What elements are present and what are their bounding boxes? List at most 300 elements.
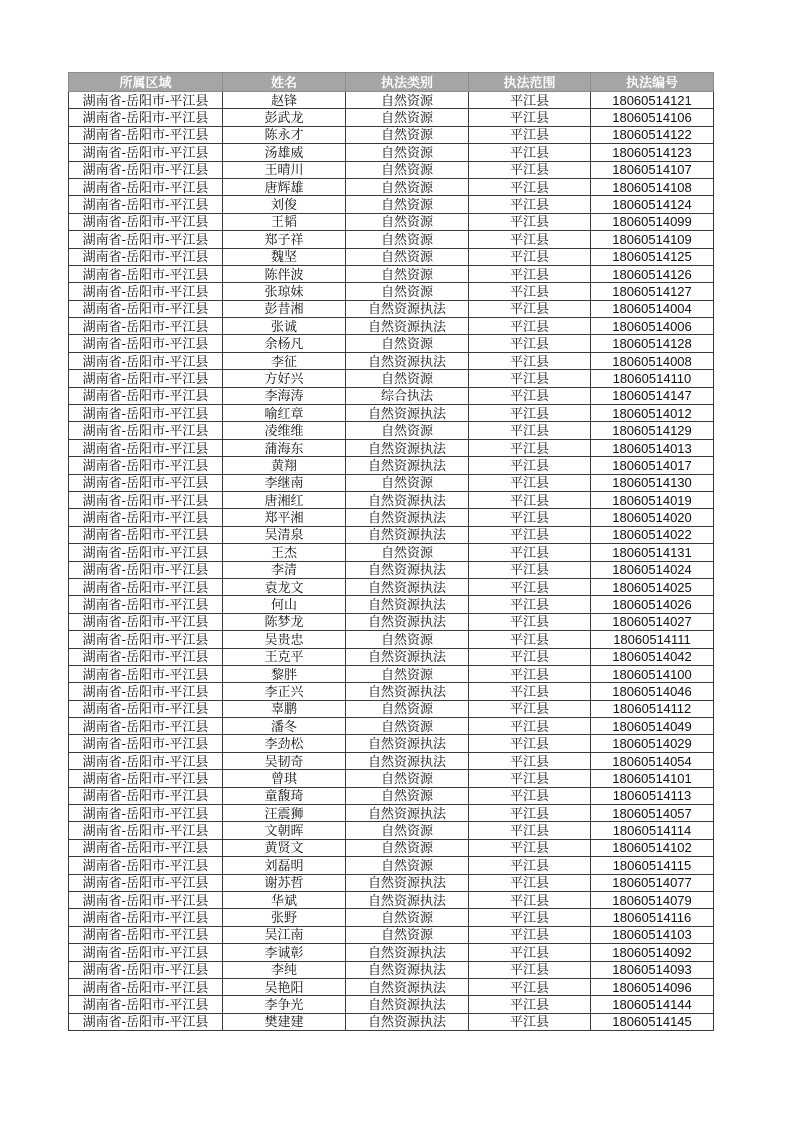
- table-row: [69, 631, 714, 648]
- table-row: [69, 231, 714, 248]
- enforcement-id-cell: 18060514020: [591, 509, 714, 526]
- category-cell: 自然资源: [346, 822, 469, 839]
- name-cell: 吴艳阳: [223, 978, 346, 995]
- region-cell: 湖南省-岳阳市-平江县: [69, 665, 223, 682]
- scope-cell: 平江县: [469, 839, 591, 856]
- enforcement-id-cell: 18060514024: [591, 561, 714, 578]
- region-cell: 湖南省-岳阳市-平江县: [69, 752, 223, 769]
- name-cell: 唐湘红: [223, 491, 346, 508]
- name-cell: 陈永才: [223, 126, 346, 143]
- scope-cell: 平江县: [469, 735, 591, 752]
- table-row: [69, 578, 714, 595]
- scope-cell: 平江县: [469, 144, 591, 161]
- name-cell: 喻红章: [223, 405, 346, 422]
- region-cell: 湖南省-岳阳市-平江县: [69, 144, 223, 161]
- enforcement-id-cell: 18060514106: [591, 109, 714, 126]
- scope-cell: 平江县: [469, 161, 591, 178]
- enforcement-id-cell: 18060514099: [591, 213, 714, 230]
- category-cell: 自然资源: [346, 178, 469, 195]
- scope-cell: 平江县: [469, 631, 591, 648]
- table-row: [69, 509, 714, 526]
- category-cell: 自然资源执法: [346, 509, 469, 526]
- name-cell: 汤雄威: [223, 144, 346, 161]
- scope-cell: 平江县: [469, 752, 591, 769]
- name-cell: 吴韧奇: [223, 752, 346, 769]
- enforcement-id-cell: 18060514121: [591, 92, 714, 109]
- scope-cell: 平江县: [469, 926, 591, 943]
- enforcement-id-cell: 18060514130: [591, 474, 714, 491]
- category-cell: 自然资源执法: [346, 491, 469, 508]
- region-cell: 湖南省-岳阳市-平江县: [69, 978, 223, 995]
- region-cell: 湖南省-岳阳市-平江县: [69, 265, 223, 282]
- table-row: [69, 683, 714, 700]
- table-row: [69, 161, 714, 178]
- name-cell: 袁龙文: [223, 578, 346, 595]
- name-cell: 吴贵忠: [223, 631, 346, 648]
- region-cell: 湖南省-岳阳市-平江县: [69, 909, 223, 926]
- table-row: [69, 700, 714, 717]
- enforcement-id-cell: 18060514127: [591, 283, 714, 300]
- category-cell: 自然资源: [346, 770, 469, 787]
- enforcement-id-cell: 18060514054: [591, 752, 714, 769]
- region-cell: 湖南省-岳阳市-平江县: [69, 561, 223, 578]
- region-cell: 湖南省-岳阳市-平江县: [69, 109, 223, 126]
- category-cell: 自然资源: [346, 161, 469, 178]
- name-cell: 王晴川: [223, 161, 346, 178]
- region-cell: 湖南省-岳阳市-平江县: [69, 370, 223, 387]
- region-cell: 湖南省-岳阳市-平江县: [69, 787, 223, 804]
- enforcement-id-cell: 18060514115: [591, 857, 714, 874]
- region-column-header: 所属区域: [69, 73, 223, 92]
- scope-cell: 平江县: [469, 665, 591, 682]
- scope-cell: 平江县: [469, 961, 591, 978]
- table-row: [69, 613, 714, 630]
- region-cell: 湖南省-岳阳市-平江县: [69, 248, 223, 265]
- scope-cell: 平江县: [469, 578, 591, 595]
- table-row: [69, 126, 714, 143]
- category-cell: 自然资源执法: [346, 300, 469, 317]
- category-cell: 自然资源: [346, 370, 469, 387]
- category-cell: 自然资源: [346, 474, 469, 491]
- region-cell: 湖南省-岳阳市-平江县: [69, 996, 223, 1013]
- region-cell: 湖南省-岳阳市-平江县: [69, 405, 223, 422]
- enforcement-id-cell: 18060514022: [591, 526, 714, 543]
- enforcement-id-cell: 18060514131: [591, 544, 714, 561]
- table-row: [69, 891, 714, 908]
- table-row: [69, 422, 714, 439]
- scope-cell: 平江县: [469, 805, 591, 822]
- table-row: [69, 196, 714, 213]
- category-column-header: 执法类别: [346, 73, 469, 92]
- region-cell: 湖南省-岳阳市-平江县: [69, 961, 223, 978]
- name-cell: 张野: [223, 909, 346, 926]
- category-cell: 自然资源: [346, 909, 469, 926]
- category-cell: 自然资源: [346, 144, 469, 161]
- table-row: [69, 439, 714, 456]
- category-cell: 自然资源: [346, 857, 469, 874]
- enforcement-id-cell: 18060514109: [591, 231, 714, 248]
- enforcement-id-cell: 18060514079: [591, 891, 714, 908]
- scope-cell: 平江县: [469, 857, 591, 874]
- region-cell: 湖南省-岳阳市-平江县: [69, 126, 223, 143]
- scope-cell: 平江县: [469, 891, 591, 908]
- table-row: [69, 839, 714, 856]
- scope-cell: 平江县: [469, 526, 591, 543]
- enforcement-id-cell: 18060514147: [591, 387, 714, 404]
- enforcement-id-cell: 18060514017: [591, 457, 714, 474]
- scope-cell: 平江县: [469, 787, 591, 804]
- category-cell: 自然资源: [346, 926, 469, 943]
- enforcement-id-cell: 18060514108: [591, 178, 714, 195]
- name-cell: 华斌: [223, 891, 346, 908]
- region-cell: 湖南省-岳阳市-平江县: [69, 839, 223, 856]
- region-cell: 湖南省-岳阳市-平江县: [69, 735, 223, 752]
- name-column-header: 姓名: [223, 73, 346, 92]
- table-row: [69, 335, 714, 352]
- table-row: [69, 387, 714, 404]
- scope-cell: 平江县: [469, 318, 591, 335]
- category-cell: 自然资源: [346, 839, 469, 856]
- region-cell: 湖南省-岳阳市-平江县: [69, 196, 223, 213]
- table-row: [69, 752, 714, 769]
- scope-cell: 平江县: [469, 196, 591, 213]
- scope-cell: 平江县: [469, 978, 591, 995]
- name-cell: 王杰: [223, 544, 346, 561]
- region-cell: 湖南省-岳阳市-平江县: [69, 648, 223, 665]
- enforcement-id-cell: 18060514077: [591, 874, 714, 891]
- name-cell: 郑子祥: [223, 231, 346, 248]
- enforcement-id-cell: 18060514145: [591, 1013, 714, 1030]
- name-cell: 赵锋: [223, 92, 346, 109]
- enforcement-id-cell: 18060514110: [591, 370, 714, 387]
- name-cell: 李劲松: [223, 735, 346, 752]
- scope-cell: 平江县: [469, 909, 591, 926]
- enforcement-id-cell: 18060514144: [591, 996, 714, 1013]
- category-cell: 自然资源执法: [346, 613, 469, 630]
- category-cell: 自然资源: [346, 422, 469, 439]
- enforcement-id-cell: 18060514100: [591, 665, 714, 682]
- scope-cell: 平江县: [469, 126, 591, 143]
- name-cell: 李正兴: [223, 683, 346, 700]
- category-cell: 自然资源执法: [346, 648, 469, 665]
- region-cell: 湖南省-岳阳市-平江县: [69, 596, 223, 613]
- category-cell: 自然资源: [346, 787, 469, 804]
- region-cell: 湖南省-岳阳市-平江县: [69, 318, 223, 335]
- scope-cell: 平江县: [469, 231, 591, 248]
- region-cell: 湖南省-岳阳市-平江县: [69, 613, 223, 630]
- category-cell: 自然资源: [346, 213, 469, 230]
- enforcement-id-cell: 18060514049: [591, 718, 714, 735]
- region-cell: 湖南省-岳阳市-平江县: [69, 857, 223, 874]
- table-row: [69, 648, 714, 665]
- category-cell: 自然资源执法: [346, 996, 469, 1013]
- name-cell: 方好兴: [223, 370, 346, 387]
- enforcement-id-cell: 18060514128: [591, 335, 714, 352]
- table-row: [69, 92, 714, 109]
- table-row: [69, 944, 714, 961]
- name-cell: 魏坚: [223, 248, 346, 265]
- enforcement-id-cell: 18060514096: [591, 978, 714, 995]
- category-cell: 自然资源执法: [346, 683, 469, 700]
- table-row: [69, 405, 714, 422]
- scope-cell: 平江县: [469, 596, 591, 613]
- enforcement-id-cell: 18060514092: [591, 944, 714, 961]
- name-cell: 刘磊明: [223, 857, 346, 874]
- region-cell: 湖南省-岳阳市-平江县: [69, 822, 223, 839]
- name-cell: 王克平: [223, 648, 346, 665]
- name-cell: 辜鹏: [223, 700, 346, 717]
- scope-cell: 平江县: [469, 996, 591, 1013]
- region-cell: 湖南省-岳阳市-平江县: [69, 526, 223, 543]
- region-cell: 湖南省-岳阳市-平江县: [69, 891, 223, 908]
- region-cell: 湖南省-岳阳市-平江县: [69, 352, 223, 369]
- category-cell: 自然资源: [346, 265, 469, 282]
- table-row: [69, 526, 714, 543]
- category-cell: 自然资源: [346, 283, 469, 300]
- table-row: [69, 787, 714, 804]
- scope-cell: 平江县: [469, 613, 591, 630]
- enforcement-id-cell: 18060514125: [591, 248, 714, 265]
- category-cell: 自然资源: [346, 700, 469, 717]
- enforcement-id-cell: 18060514116: [591, 909, 714, 926]
- enforcement-id-cell: 18060514111: [591, 631, 714, 648]
- name-cell: 黄翔: [223, 457, 346, 474]
- name-cell: 凌维维: [223, 422, 346, 439]
- region-cell: 湖南省-岳阳市-平江县: [69, 92, 223, 109]
- enforcement-id-cell: 18060514107: [591, 161, 714, 178]
- enforcement-id-cell: 18060514122: [591, 126, 714, 143]
- region-cell: 湖南省-岳阳市-平江县: [69, 474, 223, 491]
- scope-cell: 平江县: [469, 700, 591, 717]
- enforcement-id-cell: 18060514101: [591, 770, 714, 787]
- scope-cell: 平江县: [469, 92, 591, 109]
- category-cell: 自然资源执法: [346, 561, 469, 578]
- enforcement-id-cell: 18060514026: [591, 596, 714, 613]
- table-row: [69, 822, 714, 839]
- table-row: [69, 805, 714, 822]
- name-cell: 樊建建: [223, 1013, 346, 1030]
- name-cell: 李清: [223, 561, 346, 578]
- category-cell: 自然资源执法: [346, 978, 469, 995]
- scope-column-header: 执法范围: [469, 73, 591, 92]
- region-cell: 湖南省-岳阳市-平江县: [69, 457, 223, 474]
- table-row: [69, 265, 714, 282]
- table-row: [69, 144, 714, 161]
- category-cell: 自然资源: [346, 544, 469, 561]
- enforcement-id-cell: 18060514057: [591, 805, 714, 822]
- table-row: [69, 718, 714, 735]
- category-cell: 自然资源执法: [346, 526, 469, 543]
- table-row: [69, 926, 714, 943]
- category-cell: 自然资源: [346, 718, 469, 735]
- scope-cell: 平江县: [469, 405, 591, 422]
- table-row: [69, 857, 714, 874]
- category-cell: 自然资源: [346, 196, 469, 213]
- scope-cell: 平江县: [469, 491, 591, 508]
- table-row: [69, 561, 714, 578]
- enforcement-id-cell: 18060514006: [591, 318, 714, 335]
- name-cell: 王韬: [223, 213, 346, 230]
- table-row: [69, 909, 714, 926]
- category-cell: 自然资源执法: [346, 735, 469, 752]
- region-cell: 湖南省-岳阳市-平江县: [69, 578, 223, 595]
- name-cell: 潘冬: [223, 718, 346, 735]
- scope-cell: 平江县: [469, 770, 591, 787]
- scope-cell: 平江县: [469, 248, 591, 265]
- scope-cell: 平江县: [469, 422, 591, 439]
- region-cell: 湖南省-岳阳市-平江县: [69, 387, 223, 404]
- name-cell: 何山: [223, 596, 346, 613]
- enforcement-id-cell: 18060514008: [591, 352, 714, 369]
- enforcement-id-cell: 18060514012: [591, 405, 714, 422]
- table-header-row: [69, 73, 714, 92]
- category-cell: 综合执法: [346, 387, 469, 404]
- region-cell: 湖南省-岳阳市-平江县: [69, 300, 223, 317]
- scope-cell: 平江县: [469, 265, 591, 282]
- scope-cell: 平江县: [469, 178, 591, 195]
- table-row: [69, 491, 714, 508]
- name-cell: 彭武龙: [223, 109, 346, 126]
- region-cell: 湖南省-岳阳市-平江县: [69, 805, 223, 822]
- table-row: [69, 770, 714, 787]
- table-row: [69, 109, 714, 126]
- category-cell: 自然资源执法: [346, 405, 469, 422]
- scope-cell: 平江县: [469, 561, 591, 578]
- table-row: [69, 544, 714, 561]
- name-cell: 彭昔湘: [223, 300, 346, 317]
- name-cell: 李征: [223, 352, 346, 369]
- category-cell: 自然资源执法: [346, 944, 469, 961]
- scope-cell: 平江县: [469, 718, 591, 735]
- name-cell: 余杨凡: [223, 335, 346, 352]
- table-row: [69, 283, 714, 300]
- scope-cell: 平江县: [469, 457, 591, 474]
- name-cell: 曾琪: [223, 770, 346, 787]
- region-cell: 湖南省-岳阳市-平江县: [69, 283, 223, 300]
- enforcement-id-cell: 18060514124: [591, 196, 714, 213]
- category-cell: 自然资源: [346, 109, 469, 126]
- table-body: [69, 92, 714, 1031]
- region-cell: 湖南省-岳阳市-平江县: [69, 718, 223, 735]
- category-cell: 自然资源: [346, 631, 469, 648]
- name-cell: 童馥琦: [223, 787, 346, 804]
- category-cell: 自然资源: [346, 92, 469, 109]
- scope-cell: 平江县: [469, 370, 591, 387]
- category-cell: 自然资源执法: [346, 752, 469, 769]
- enforcement-id-cell: 18060514093: [591, 961, 714, 978]
- name-cell: 黎胖: [223, 665, 346, 682]
- category-cell: 自然资源执法: [346, 578, 469, 595]
- region-cell: 湖南省-岳阳市-平江县: [69, 422, 223, 439]
- category-cell: 自然资源执法: [346, 874, 469, 891]
- table-row: [69, 318, 714, 335]
- name-cell: 郑平湘: [223, 509, 346, 526]
- table-row: [69, 874, 714, 891]
- scope-cell: 平江县: [469, 474, 591, 491]
- table-row: [69, 1013, 714, 1030]
- region-cell: 湖南省-岳阳市-平江县: [69, 491, 223, 508]
- region-cell: 湖南省-岳阳市-平江县: [69, 683, 223, 700]
- category-cell: 自然资源执法: [346, 961, 469, 978]
- region-cell: 湖南省-岳阳市-平江县: [69, 335, 223, 352]
- region-cell: 湖南省-岳阳市-平江县: [69, 509, 223, 526]
- table-row: [69, 596, 714, 613]
- scope-cell: 平江县: [469, 335, 591, 352]
- table-row: [69, 213, 714, 230]
- name-cell: 陈伴波: [223, 265, 346, 282]
- enforcement-id-cell: 18060514029: [591, 735, 714, 752]
- category-cell: 自然资源: [346, 248, 469, 265]
- region-cell: 湖南省-岳阳市-平江县: [69, 944, 223, 961]
- table-row: [69, 735, 714, 752]
- enforcement-id-cell: 18060514129: [591, 422, 714, 439]
- enforcement-id-cell: 18060514103: [591, 926, 714, 943]
- region-cell: 湖南省-岳阳市-平江县: [69, 161, 223, 178]
- scope-cell: 平江县: [469, 509, 591, 526]
- region-cell: 湖南省-岳阳市-平江县: [69, 1013, 223, 1030]
- name-cell: 李争光: [223, 996, 346, 1013]
- table-row: [69, 961, 714, 978]
- enforcement-id-cell: 18060514113: [591, 787, 714, 804]
- region-cell: 湖南省-岳阳市-平江县: [69, 439, 223, 456]
- region-cell: 湖南省-岳阳市-平江县: [69, 178, 223, 195]
- category-cell: 自然资源执法: [346, 439, 469, 456]
- name-cell: 汪震狮: [223, 805, 346, 822]
- scope-cell: 平江县: [469, 387, 591, 404]
- scope-cell: 平江县: [469, 822, 591, 839]
- name-cell: 张诚: [223, 318, 346, 335]
- table-header: [69, 73, 714, 92]
- category-cell: 自然资源: [346, 231, 469, 248]
- enforcement-id-cell: 18060514042: [591, 648, 714, 665]
- scope-cell: 平江县: [469, 944, 591, 961]
- name-cell: 蒲海东: [223, 439, 346, 456]
- table-row: [69, 474, 714, 491]
- region-cell: 湖南省-岳阳市-平江县: [69, 631, 223, 648]
- name-cell: 张琼妹: [223, 283, 346, 300]
- table-row: [69, 665, 714, 682]
- region-cell: 湖南省-岳阳市-平江县: [69, 700, 223, 717]
- category-cell: 自然资源: [346, 335, 469, 352]
- table-row: [69, 370, 714, 387]
- enforcement-personnel-table-container: [68, 72, 713, 1031]
- name-cell: 谢苏哲: [223, 874, 346, 891]
- category-cell: 自然资源执法: [346, 596, 469, 613]
- name-cell: 李诚彰: [223, 944, 346, 961]
- category-cell: 自然资源: [346, 126, 469, 143]
- region-cell: 湖南省-岳阳市-平江县: [69, 213, 223, 230]
- table-row: [69, 248, 714, 265]
- name-cell: 刘俊: [223, 196, 346, 213]
- enforcement-id-cell: 18060514025: [591, 578, 714, 595]
- scope-cell: 平江县: [469, 1013, 591, 1030]
- category-cell: 自然资源执法: [346, 352, 469, 369]
- table-row: [69, 352, 714, 369]
- enforcement-id-cell: 18060514004: [591, 300, 714, 317]
- region-cell: 湖南省-岳阳市-平江县: [69, 544, 223, 561]
- name-cell: 李海涛: [223, 387, 346, 404]
- scope-cell: 平江县: [469, 283, 591, 300]
- region-cell: 湖南省-岳阳市-平江县: [69, 926, 223, 943]
- table-row: [69, 300, 714, 317]
- name-cell: 李继南: [223, 474, 346, 491]
- table-row: [69, 178, 714, 195]
- enforcement-id-cell: 18060514046: [591, 683, 714, 700]
- enforcement-id-cell: 18060514112: [591, 700, 714, 717]
- scope-cell: 平江县: [469, 300, 591, 317]
- enforcement-id-cell: 18060514126: [591, 265, 714, 282]
- category-cell: 自然资源执法: [346, 805, 469, 822]
